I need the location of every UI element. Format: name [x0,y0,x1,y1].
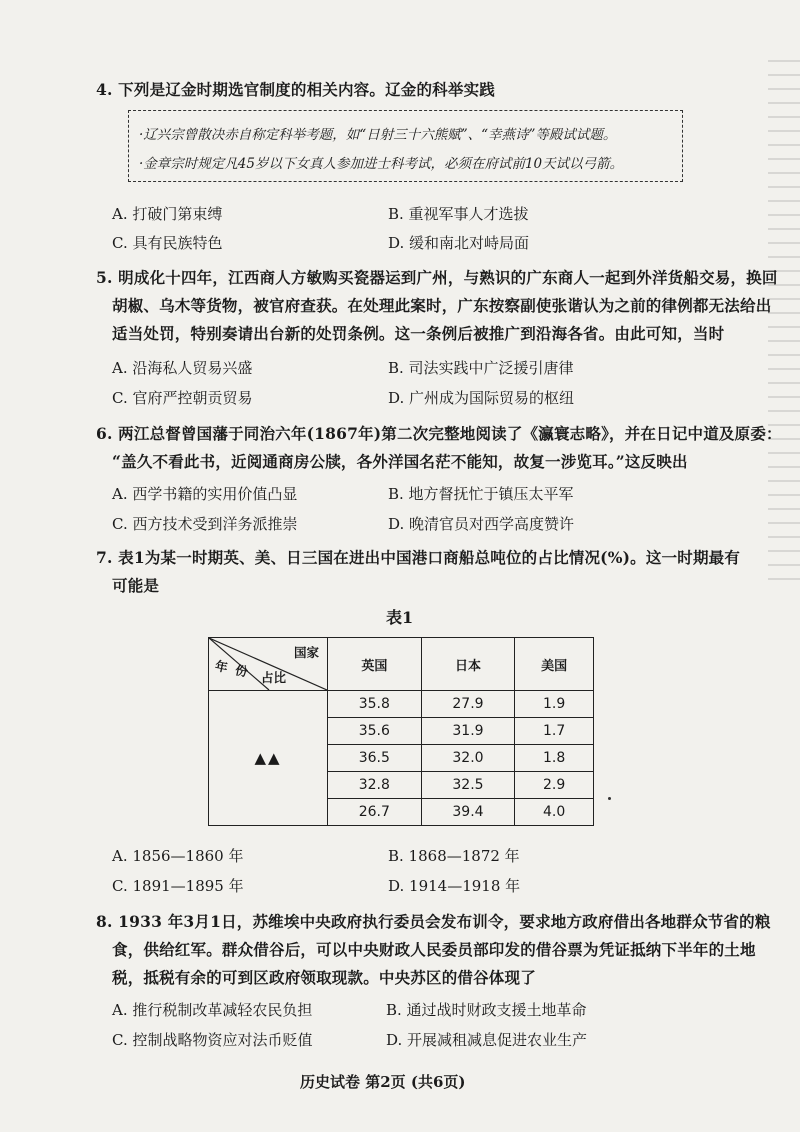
q4-source-box [128,110,683,182]
q8-option-c[interactable]: C. 控制战略物资应对法币贬值 [112,1031,313,1049]
q6-option-c[interactable]: C. 西方技术受到洋务派推崇 [112,515,298,533]
col-header-jp: 日本 [421,638,515,691]
cell-uk: 26.7 [328,799,422,826]
cell-jp: 27.9 [421,691,515,718]
cell-us: 1.7 [515,718,594,745]
header-year: 年份 [213,657,258,682]
q5-option-c[interactable]: C. 官府严控朝贡贸易 [112,389,253,407]
q6-line-1: 6. 两江总督曾国藩于同治六年(1867年)第二次完整地阅读了《瀛寰志略》，并在日记中道及原委： [96,424,782,443]
cell-uk: 35.6 [328,718,422,745]
q4-option-d[interactable]: D. 缓和南北对峙局面 [388,234,530,252]
q7-option-b[interactable]: B. 1868—1872 年 [388,847,520,865]
cell-jp: 39.4 [421,799,515,826]
cell-jp: 31.9 [421,718,515,745]
q8-line-1: 8. 1933 年3月1日，苏维埃中央政府执行委员会发布训令，要求地方政府借出各地群众节省的粮 [96,912,771,931]
cell-us: 1.9 [515,691,594,718]
col-header-us: 美国 [515,638,594,691]
tonnage-table [208,637,594,826]
bleed-through-shadow [768,60,800,580]
q6-option-d[interactable]: D. 晚清官员对西学高度赞许 [388,515,575,533]
header-country: 国家 [293,645,319,660]
q7-option-d[interactable]: D. 1914—1918 年 [388,877,521,895]
cell-us: 2.9 [515,772,594,799]
q4-box-line-2: ·金章宗时规定凡45岁以下女真人参加进士科考试，必须在府试前10天试以弓箭。 [139,156,624,172]
header-ratio: 占比 [261,670,287,685]
q5-option-a[interactable]: A. 沿海私人贸易兴盛 [112,359,253,377]
cell-us: 4.0 [515,799,594,826]
q7-option-c[interactable]: C. 1891—1895 年 [112,877,244,895]
q4-box-line-1: ·辽兴宗曾散决赤自称定科举考题，如“日射三十六熊赋”、“幸燕诗”等殿试试题。 [139,127,617,143]
q4-option-c[interactable]: C. 具有民族特色 [112,234,223,252]
q7-line-1: 7. 表1为某一时期英、美、日三国在进出中国港口商船总吨位的占比情况(%)。这一时期最有 [96,548,741,567]
q5-line-1: 5. 明成化十四年，江西商人方敏购买瓷器运到广州，与熟识的广东商人一起到外洋货船交易，换回 [96,268,778,287]
q6-line-2: “盖久不看此书，近阅通商房公牍，各外洋国名茫不能知，故复一涉览耳。”这反映出 [112,452,688,471]
q6-option-b[interactable]: B. 地方督抚忙于镇压太平军 [388,485,574,503]
year-cell: ▲▲ [209,691,328,826]
q5-option-d[interactable]: D. 广州成为国际贸易的枢纽 [388,389,575,407]
q8-option-b[interactable]: B. 通过战时财政支援土地革命 [386,1001,587,1019]
stray-dot [608,797,611,800]
cell-uk: 36.5 [328,745,422,772]
table-diagonal-header [209,638,328,691]
cell-jp: 32.5 [421,772,515,799]
q4-stem: 4. 下列是辽金时期选官制度的相关内容。辽金的科举实践 [96,80,495,99]
cell-us: 1.8 [515,745,594,772]
q8-option-d[interactable]: D. 开展减租减息促进农业生产 [386,1031,588,1049]
col-header-uk: 英国 [328,638,422,691]
q8-option-a[interactable]: A. 推行税制改革减轻农民负担 [112,1001,313,1019]
q6-option-a[interactable]: A. 西学书籍的实用价值凸显 [112,485,298,503]
q4-option-a[interactable]: A. 打破门第束缚 [112,205,223,223]
q5-option-b[interactable]: B. 司法实践中广泛援引唐律 [388,359,574,377]
page-footer: 历史试卷 第2页 (共6页) [300,1073,466,1091]
q8-line-2: 食，供给红军。群众借谷后，可以中央财政人民委员部印发的借谷票为凭证抵纳下半年的土地 [112,940,756,959]
cell-jp: 32.0 [421,745,515,772]
cell-uk: 35.8 [328,691,422,718]
q5-line-3: 适当处罚，特别奏请出台新的处罚条例。这一条例后被推广到沿海各省。由此可知，当时 [112,324,725,343]
table-caption: 表1 [386,608,414,627]
q8-line-3: 税，抵税有余的可到区政府领取现款。中央苏区的借谷体现了 [112,968,536,987]
q5-line-2: 胡椒、乌木等货物，被官府查获。在处理此案时，广东按察副使张谐认为之前的律例都无法给出 [112,296,772,315]
q7-option-a[interactable]: A. 1856—1860 年 [112,847,244,865]
cell-uk: 32.8 [328,772,422,799]
q7-line-2: 可能是 [112,576,160,595]
q4-option-b[interactable]: B. 重视军事人才选拔 [388,205,529,223]
